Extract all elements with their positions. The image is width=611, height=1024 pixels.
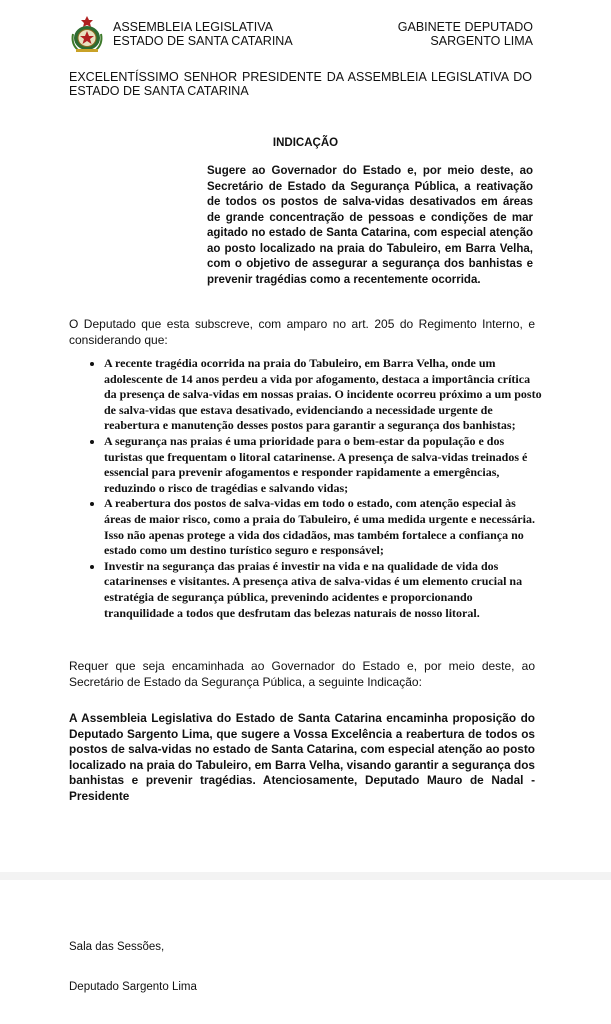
considerations-list — [90, 356, 544, 621]
header-office — [398, 20, 533, 48]
list-item: • A segurança nas praias é uma prioridade para o bem-estar da população e dos turistas que frequentam o litoral catarinense. A presença de salva-vidas treinados é essencial para prevenir afogamentos e responder rapidamente a emergências, reduzindo o risco de tragédias e salvando vidas; — [104, 434, 544, 496]
list-item: • A reabertura dos postos de salva-vidas em todo o estado, com atenção especial às áreas de maior risco, como a praia do Tabuleiro, é uma medida urgente e necessária. Isso não apenas protege a vida dos cidadãos, mas também fortalece a confiança no estado como um destino turístico seguro e responsável; — [104, 496, 544, 558]
office-line-1: GABINETE DEPUTADO — [397, 20, 533, 34]
org-line-2: ESTADO DE SANTA CATARINA — [113, 34, 293, 48]
ementa-summary: Sugere ao Governador do Estado e, por meio deste, ao Secretário de Estado da Segurança Pública, a reativação de todos os postos de salva-vidas desativados em áreas de grande concentração de pessoas e condições de mar agitado no estado de Santa Catarina, com especial atenção ao posto localizado na praia do Tabuleiro, em Barra Velha, com o objetivo de assegurar a segurança dos banhistas e prevenir tragédias como a recentemente ocorrida. — [207, 165, 533, 286]
request-paragraph: Requer que seja encaminhada ao Governador do Estado e, por meio deste, ao Secretário de Estado da Segurança Pública, a seguinte Indicação: — [69, 659, 535, 689]
document-title: INDICAÇÃO — [272, 137, 339, 149]
org-line-1: ASSEMBLEIA LEGISLATIVA — [113, 20, 274, 34]
final-proposition: A Assembleia Legislativa do Estado de Santa Catarina encaminha proposição do Deputado Sargento Lima, que sugere a Vossa Excelência a reabertura de todos os postos de salva-vidas no estado de Santa Catarina, com especial atenção ao posto localizado na praia do Tabuleiro, em Barra Velha, visando garantir a segurança dos banhistas e prevenir tragédias. Atenciosamente, Deputado Mauro de Nadal - Presidente — [69, 711, 535, 803]
list-item: • Investir na segurança das praias é investir na vida e na qualidade de vida dos catarinenses e visitantes. A presença ativa de salva-vidas é um elemento crucial na estratégia de segurança pública, prevenindo acidentes e proporcionando tranquilidade a todos que desfrutam das belezas naturais de nosso litoral. — [104, 559, 544, 621]
header-organization — [113, 20, 293, 48]
signature-line: Deputado Sargento Lima — [69, 981, 197, 993]
state-coat-of-arms-icon — [68, 14, 106, 54]
page-separator — [0, 872, 611, 880]
closing-line: Sala das Sessões, — [69, 941, 165, 953]
salutation: EXCELENTÍSSIMO SENHOR PRESIDENTE DA ASSEMBLEIA LEGISLATIVA DO ESTADO DE SANTA CATARINA — [69, 70, 532, 98]
list-item: • A recente tragédia ocorrida na praia do Tabuleiro, em Barra Velha, onde um adolescente de 14 anos perdeu a vida por afogamento, destaca a importância crítica da presença de salva-vidas em nossas praias. O incidente ocorreu próximo a um posto de salva-vidas que estava desativado, evidenciando a necessidade urgente de reabertura e manutenção desses postos para garantir a segurança dos banhistas; — [104, 356, 544, 434]
office-line-2: SARGENTO LIMA — [430, 34, 533, 48]
intro-paragraph: O Deputado que esta subscreve, com amparo no art. 205 do Regimento Interno, e considerando que: — [69, 317, 535, 347]
